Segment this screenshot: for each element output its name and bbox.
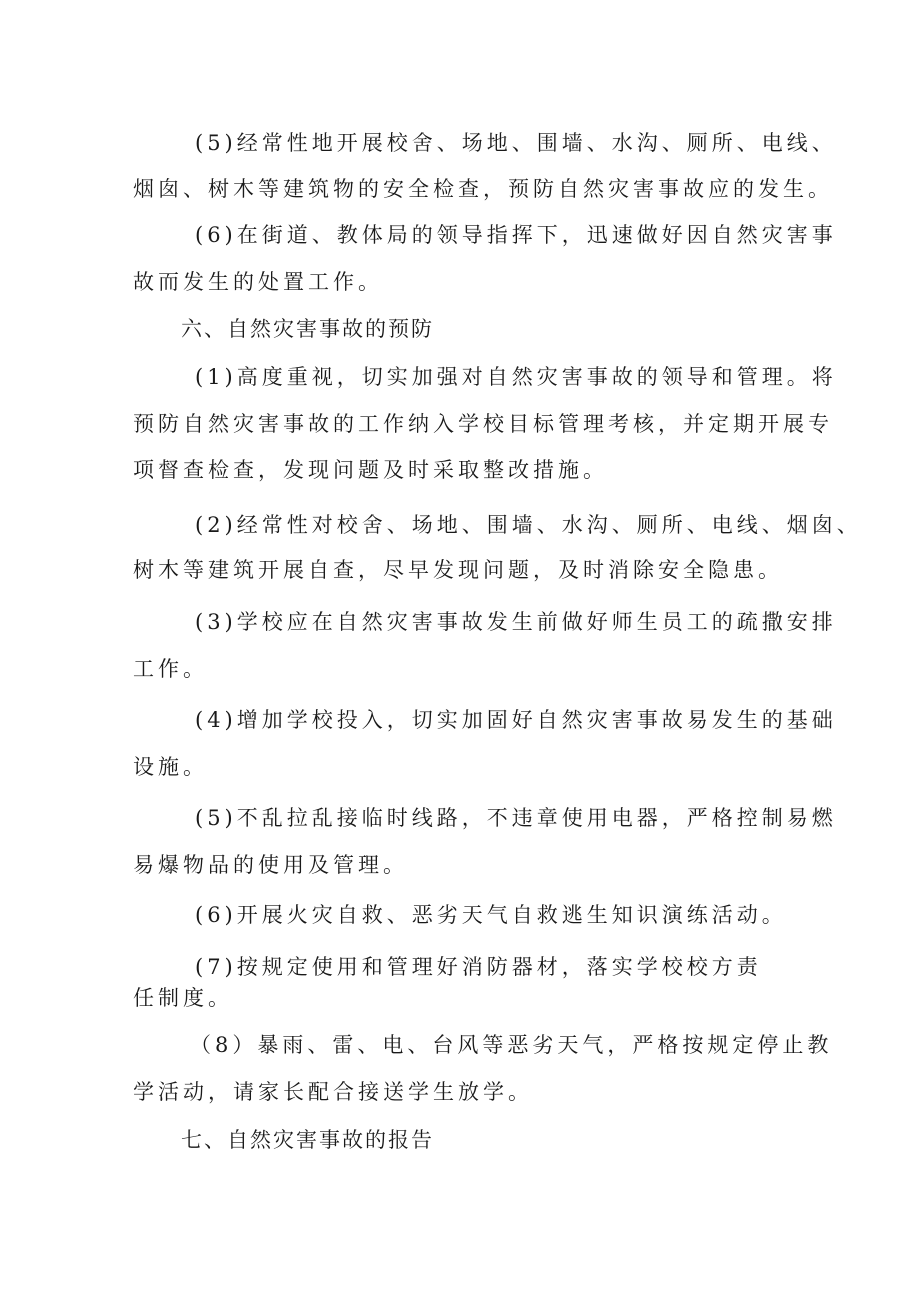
text-line: 项督查检查，发现问题及时采取整改措施。 <box>133 458 608 482</box>
text-line: (3)学校应在自然灾害事故发生前做好师生员工的疏撒安排 <box>195 610 837 634</box>
text-line: (7)按规定使用和管理好消防器材，落实学校校方责 <box>195 955 762 979</box>
text-line: 易爆物品的使用及管理。 <box>133 853 408 877</box>
text-line: 工作。 <box>133 657 208 681</box>
text-line: （8）暴雨、雷、电、台风等恶劣天气，严格按规定停止教 <box>190 1033 833 1057</box>
text-line: (2)经常性对校舍、场地、围墙、水沟、厕所、电线、烟囱、 <box>195 513 862 537</box>
text-line: 学活动，请家长配合接送学生放学。 <box>133 1080 533 1104</box>
text-line: (1)高度重视，切实加强对自然灾害事故的领导和管理。将 <box>195 365 837 389</box>
section-heading: 六、自然灾害事故的预防 <box>181 317 434 341</box>
text-line: (5)经常性地开展校舍、场地、围墙、水沟、厕所、电线、 <box>195 131 837 155</box>
section-heading: 七、自然灾害事故的报告 <box>181 1128 434 1152</box>
text-line: 预防自然灾害事故的工作纳入学校目标管理考核，并定期开展专 <box>133 412 833 436</box>
text-line: 烟囱、树木等建筑物的安全检查，预防自然灾害事故应的发生。 <box>133 177 833 201</box>
text-line: (5)不乱拉乱接临时线路，不违章使用电器，严格控制易燃 <box>195 806 837 830</box>
text-line: 故而发生的处置工作。 <box>133 270 383 294</box>
text-line: 设施。 <box>133 755 208 779</box>
text-line: (4)增加学校投入，切实加固好自然灾害事故易发生的基础 <box>195 708 837 732</box>
text-line: 树木等建筑开展自查，尽早发现问题，及时消除安全隐患。 <box>133 558 783 582</box>
text-line: (6)在街道、教体局的领导指挥下，迅速做好因自然灾害事 <box>195 223 837 247</box>
text-line: (6)开展火灾自救、恶劣天气自救逃生知识演练活动。 <box>195 903 787 927</box>
text-line: 任制度。 <box>133 986 233 1010</box>
